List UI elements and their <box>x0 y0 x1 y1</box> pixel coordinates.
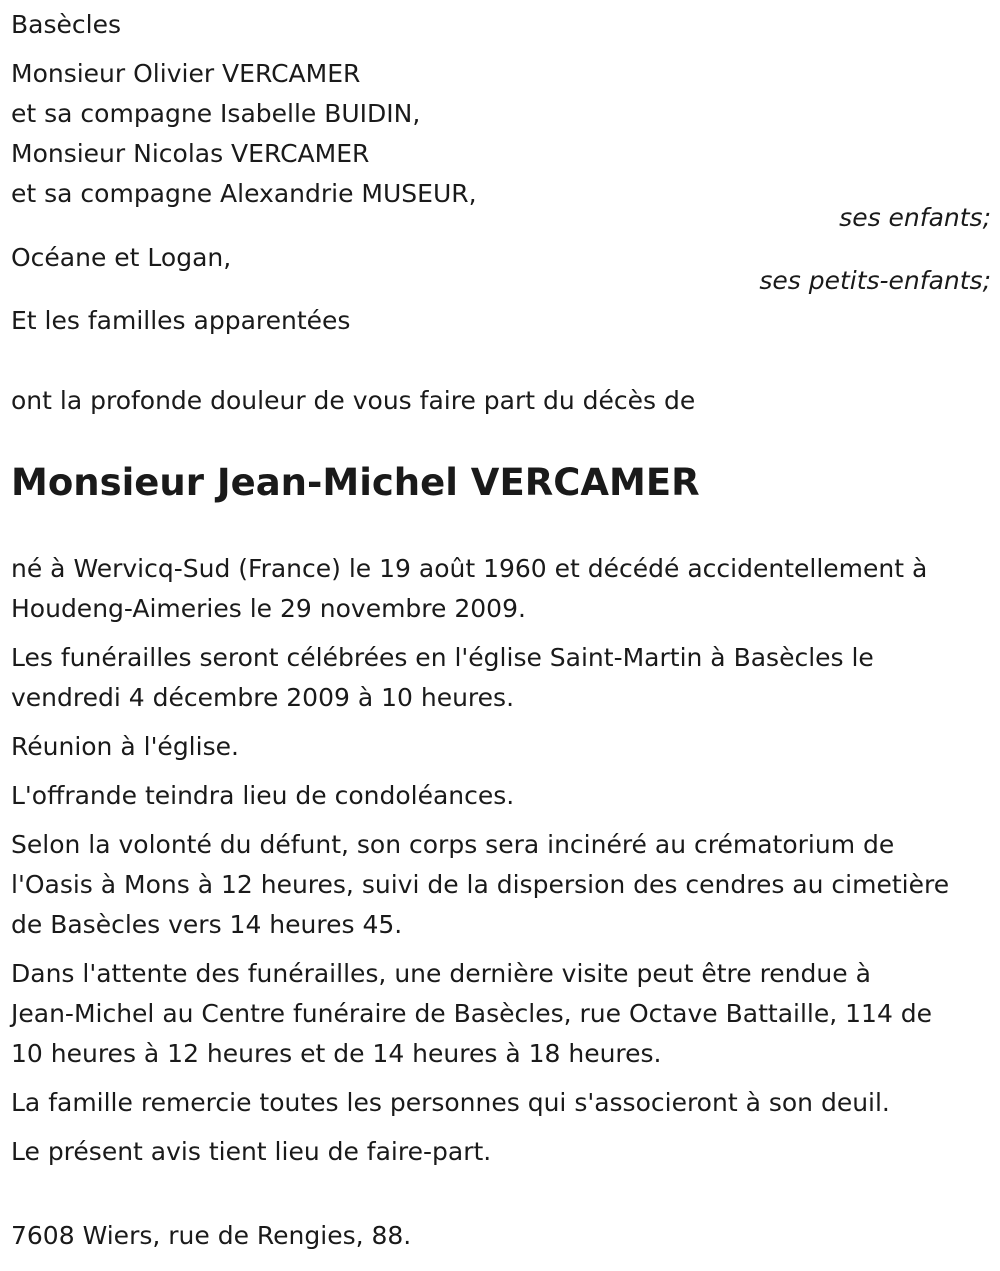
announcement-line: ont la profonde douleur de vous faire part du décès de <box>11 386 696 415</box>
paragraph-line: Réunion à l'église. <box>11 732 239 761</box>
thanks-paragraph <box>11 1083 991 1123</box>
paragraph-line: Le présent avis tient lieu de faire-part. <box>11 1137 492 1166</box>
child-line: Monsieur Nicolas VERCAMER <box>11 139 370 168</box>
grandchildren-role: ses petits-enfants; <box>759 266 991 295</box>
cremation-paragraph <box>11 825 991 945</box>
child-line: et sa compagne Isabelle BUIDIN, <box>11 99 421 128</box>
paragraph-line: La famille remercie toutes les personnes qui s'associeront à son deuil. <box>11 1088 890 1117</box>
paragraph-line: né à Wervicq-Sud (France) le 19 août 1960 et décédé accidentellement à <box>11 554 928 583</box>
paragraph-line: Houdeng-Aimeries le 29 novembre 2009. <box>11 594 526 623</box>
visit-paragraph <box>11 954 991 1074</box>
children-list <box>11 54 477 214</box>
paragraph-line: L'offrande teindra lieu de condoléances. <box>11 781 515 810</box>
family-address: 7608 Wiers, rue de Rengies, 88. <box>11 1221 412 1250</box>
birth-death-paragraph <box>11 549 991 629</box>
city-heading: Basècles <box>11 10 121 39</box>
paragraph-line: Les funérailles seront célébrées en l'église Saint-Martin à Basècles le <box>11 643 874 672</box>
paragraph-line: 10 heures à 12 heures et de 14 heures à 18 heures. <box>11 1039 662 1068</box>
child-line: Monsieur Olivier VERCAMER <box>11 59 361 88</box>
child-line: et sa compagne Alexandrie MUSEUR, <box>11 179 477 208</box>
faire-part-paragraph <box>11 1132 991 1172</box>
meeting-paragraph <box>11 727 991 767</box>
children-role: ses enfants; <box>839 203 991 232</box>
paragraph-line: de Basècles vers 14 heures 45. <box>11 910 403 939</box>
grandchildren-line: Océane et Logan, <box>11 243 232 272</box>
families-line: Et les familles apparentées <box>11 306 351 335</box>
offering-paragraph <box>11 776 991 816</box>
paragraph-line: l'Oasis à Mons à 12 heures, suivi de la dispersion des cendres au cimetière <box>11 870 950 899</box>
details-section <box>11 549 991 1181</box>
deceased-name: Monsieur Jean-Michel VERCAMER <box>11 461 700 504</box>
paragraph-line: Dans l'attente des funérailles, une dernière visite peut être rendue à <box>11 959 871 988</box>
funeral-paragraph <box>11 638 991 718</box>
paragraph-line: vendredi 4 décembre 2009 à 10 heures. <box>11 683 515 712</box>
paragraph-line: Jean-Michel au Centre funéraire de Basècles, rue Octave Battaille, 114 de <box>11 999 933 1028</box>
paragraph-line: Selon la volonté du défunt, son corps sera incinéré au crématorium de <box>11 830 895 859</box>
